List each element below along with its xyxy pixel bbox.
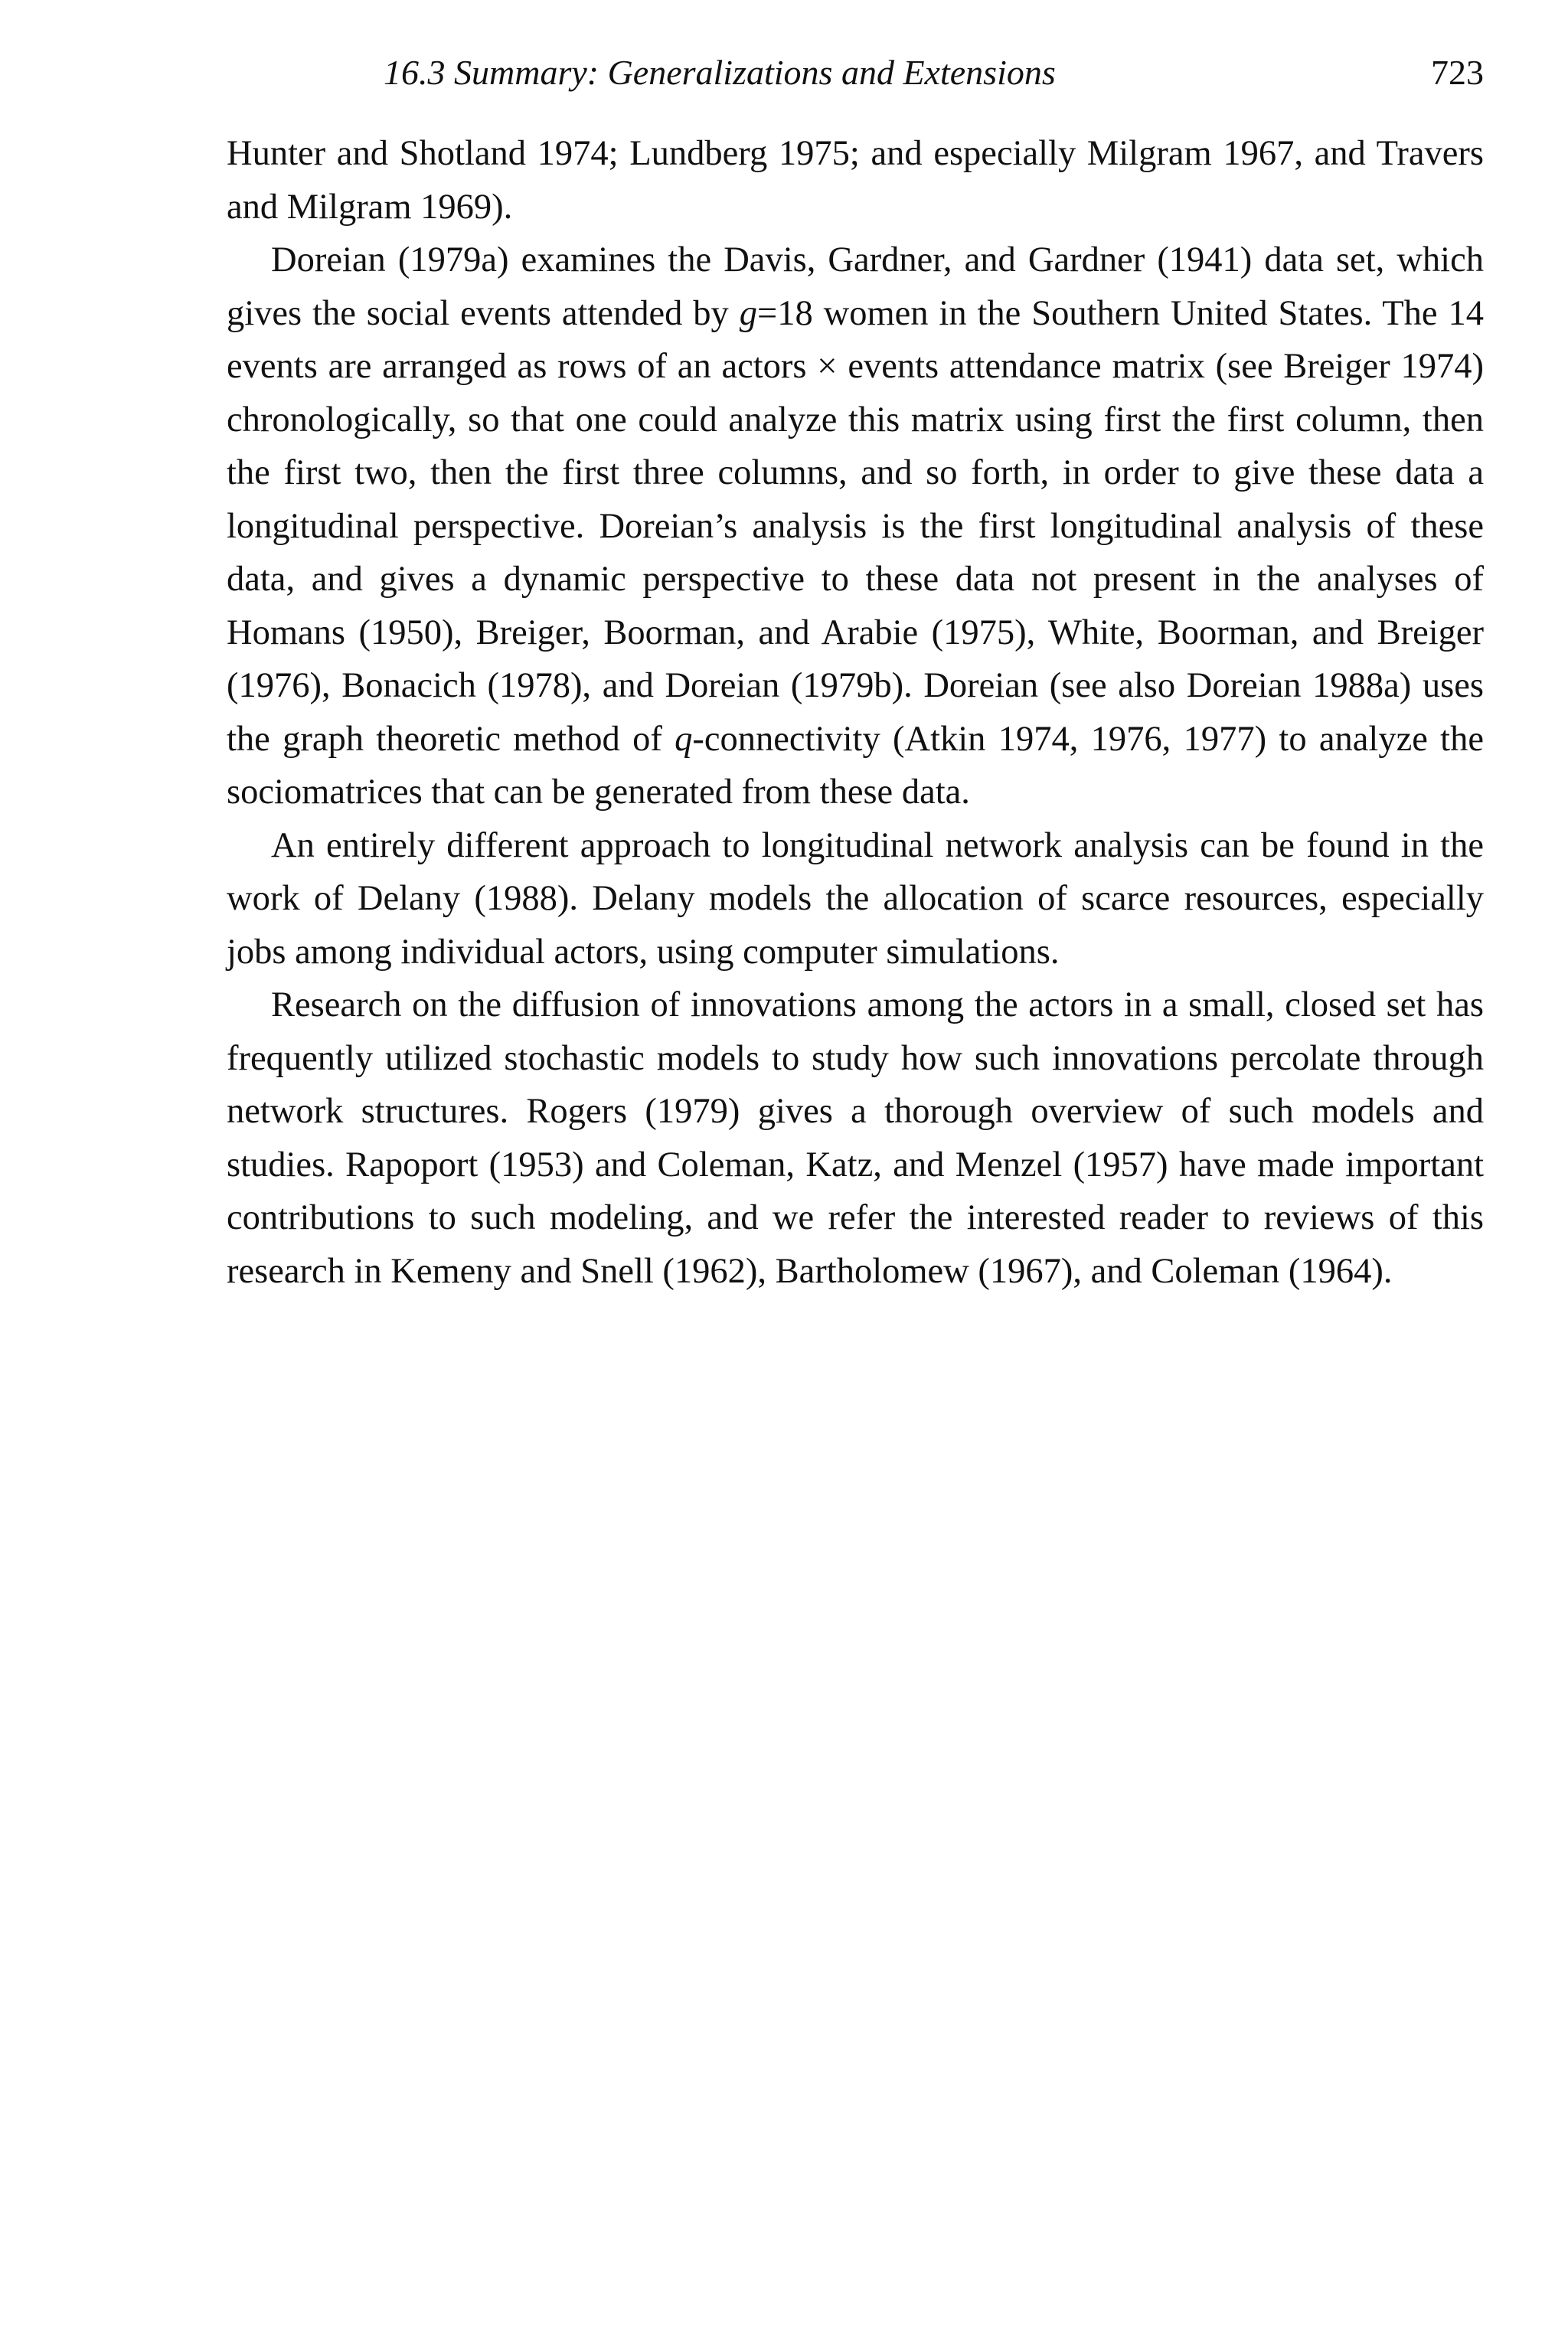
paragraph-continuation: Hunter and Shotland 1974; Lundberg 1975; and especially Milgram 1967, and Travers and Milgram 1969). bbox=[227, 134, 1484, 227]
paragraph-diffusion: Research on the diffusion of innovations among the actors in a small, closed set has frequently utilized stochastic models to study how such innovations percolate through network structures. Rogers (1979) gives a thorough overview of such models and studies. Rapoport (1953) and Coleman, Katz, and Menzel (1957) have made important contributions to such modeling, and we refer the interested reader to reviews of this research in Kemeny and Snell (1962), Bartholomew (1967), and Coleman (1964). bbox=[227, 985, 1484, 1291]
paragraph-doreian-part-1: Doreian (1979a) examines the Davis, Gardner, and Gardner (1941) data set, which gives the social events attended by bbox=[227, 240, 1484, 333]
running-head bbox=[227, 46, 1484, 100]
paragraph-delany: An entirely different approach to longitudinal network analysis can be found in the work of Delany (1988). Delany models the allocation of scarce resources, especially jobs among individual actors, using computer simulations. bbox=[227, 825, 1484, 972]
running-head-title: 16.3 Summary: Generalizations and Extensions bbox=[384, 53, 1056, 92]
body-text bbox=[227, 127, 1484, 1298]
variable-q: q bbox=[675, 719, 693, 759]
paragraph-doreian-part-2: =18 women in the Southern United States. The 14 events are arranged as rows of an actors × events attendance matrix (see Breiger 1974) chronologically, so that one could analyze this matrix using first the first column, then the first two, then the first three columns, and so forth, in order to give these data a longitudinal perspective. Doreian’s analysis is the first longitudinal analysis of these data, and gives a dynamic perspective to these data not present in the analyses of Homans (1950), Breiger, Boorman, and Arabie (1975), White, Boorman, and Breiger (1976), Bonacich (1978), and Doreian (1979b). Doreian (see also Doreian 1988a) uses the graph theoretic method of bbox=[227, 293, 1484, 759]
paragraph-doreian bbox=[227, 234, 1484, 819]
page-number: 723 bbox=[1431, 53, 1484, 92]
paragraph-doreian-part-3: -connectivity (Atkin 1974, 1976, 1977) to analyze the sociomatrices that can be generated from these data. bbox=[227, 719, 1484, 812]
variable-g: g bbox=[739, 293, 757, 333]
